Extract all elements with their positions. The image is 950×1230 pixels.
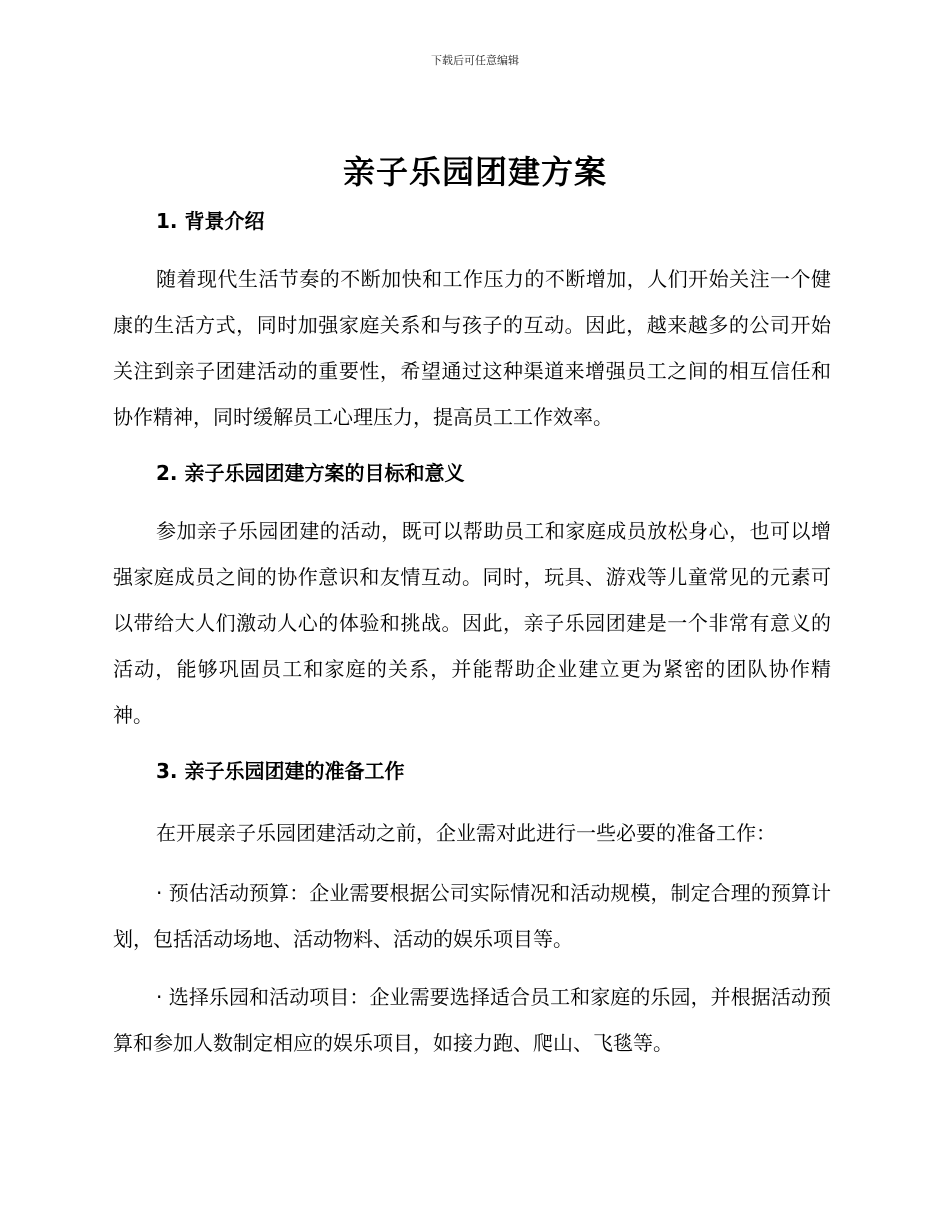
section-heading-background: 1. 背景介绍 [156,209,265,233]
paragraph-preparation-intro: 在开展亲子乐园团建活动之前，企业需对此进行一些必要的准备工作： [156,821,776,845]
paragraph-goals: 参加亲子乐园团建的活动，既可以帮助员工和家庭成员放松身心，也可以增强家庭成员之间的协作意识和友情互动。同时，玩具、游戏等儿童常见的元素可以带给大人们激动人心的体验和挑战。因此，亲子乐园团建是一个非常有意义的活动，能够巩固员工和家庭的关系，并能帮助企业建立更为紧密的团队协作精神。 [113,519,831,727]
list-item-park-selection: · 选择乐园和活动项目：企业需要选择适合员工和家庭的乐园，并根据活动预算和参加人数制定相应的娱乐项目，如接力跑、爬山、飞毯等。 [113,985,831,1055]
list-item-budget: · 预估活动预算：企业需要根据公司实际情况和活动规模，制定合理的预算计划，包括活动场地、活动物料、活动的娱乐项目等。 [113,881,831,951]
section-heading-goals: 2. 亲子乐园团建方案的目标和意义 [156,461,465,485]
document-body [113,204,831,1066]
section-heading-preparation: 3. 亲子乐园团建的准备工作 [156,759,405,783]
paragraph-background: 随着现代生活节奏的不断加快和工作压力的不断增加，人们开始关注一个健康的生活方式，同时加强家庭关系和与孩子的互动。因此，越来越多的公司开始关注到亲子团建活动的重要性，希望通过这种渠道来增强员工之间的相互信任和协作精神，同时缓解员工心理压力，提高员工工作效率。 [113,267,831,429]
document-title: 亲子乐园团建方案 [342,153,607,191]
header-note: 下载后可任意编辑 [431,54,519,67]
